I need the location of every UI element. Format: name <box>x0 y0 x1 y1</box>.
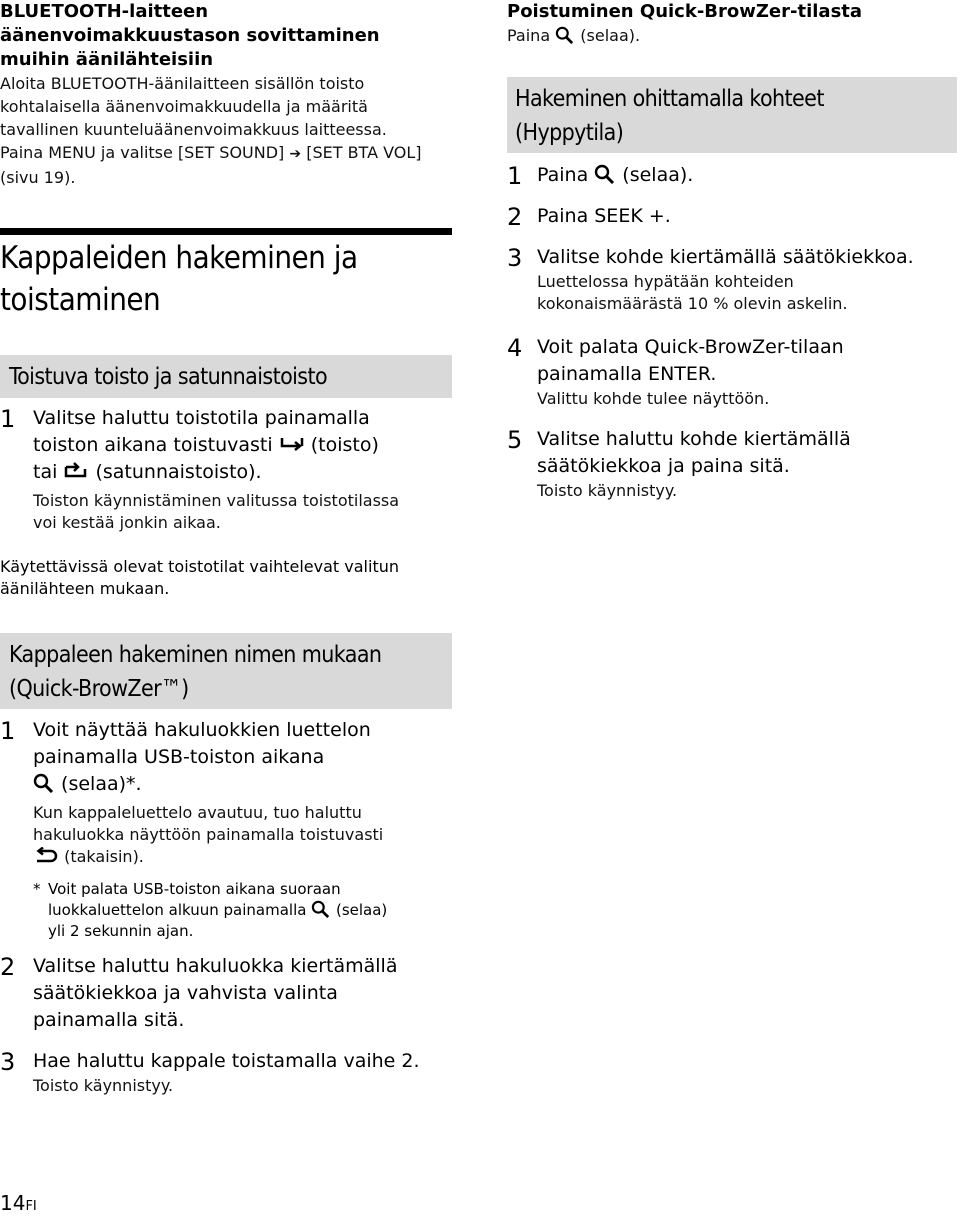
page-number-suffix: FI <box>25 1199 37 1214</box>
step-line: Paina SEEK +. <box>537 205 671 227</box>
step-text: (selaa)*. <box>55 773 142 795</box>
name-step-1 <box>0 717 455 868</box>
bluetooth-instruction-text: Paina MENU ja valitse [SET SOUND] <box>0 143 290 162</box>
footnote-line: yli 2 sekunnin ajan. <box>48 922 194 940</box>
repeat-step-1 <box>0 405 455 534</box>
heading-rule <box>0 228 452 235</box>
bluetooth-instruction-text: [SET BTA VOL] <box>301 143 422 162</box>
step-text: (takaisin). <box>59 847 144 866</box>
skip-section-title <box>507 77 957 153</box>
bluetooth-heading-line: BLUETOOTH-laitteen <box>0 1 209 22</box>
step-number: 1 <box>0 717 15 745</box>
repeat-note-line: Käytettävissä olevat toistotilat vaihtelevat valitun <box>0 557 399 576</box>
bluetooth-body-line: kohtalaisella äänenvoimakkuudella ja määritä <box>0 97 368 116</box>
step-line: Voit palata Quick-BrowZer-tilaan <box>537 336 844 358</box>
step-content <box>0 1048 455 1097</box>
step-sub: Kun kappaleluettelo avautuu, tuo haluttu <box>33 803 362 822</box>
bluetooth-heading-line: muihin äänilähteisiin <box>0 49 214 70</box>
step-sub <box>33 846 455 868</box>
step-line: Valitse haluttu hakuluokka kiertämällä <box>33 955 398 977</box>
step-sub: Toisto käynnistyy. <box>537 481 678 500</box>
step-number: 4 <box>507 334 522 362</box>
repeat-section-title <box>0 355 452 398</box>
exit-text: Paina <box>507 26 556 45</box>
main-heading-line: Kappaleiden hakeminen ja <box>0 240 358 276</box>
footnote-line <box>48 900 453 921</box>
back-icon <box>33 847 59 865</box>
bluetooth-body-line: tavallinen kuunteluäänenvoimakkuus laitteessa. <box>0 120 387 139</box>
exit-section <box>507 0 957 47</box>
name-section-title-line: (Quick-BrowZer™) <box>9 676 189 702</box>
name-step-2 <box>0 953 455 1034</box>
footnote <box>33 879 453 942</box>
footnote-text: luokkaluettelon alkuun painamalla <box>48 901 312 919</box>
step-text: toiston aikana toistuvasti <box>33 434 279 456</box>
exit-text: (selaa). <box>575 26 641 45</box>
step-text: (satunnaistoisto). <box>89 461 262 483</box>
step-content <box>507 334 957 410</box>
page-number-value: 14 <box>0 1191 26 1215</box>
step-sub: Valittu kohde tulee näyttöön. <box>537 389 770 408</box>
step-line: Valitse haluttu kohde kiertämällä <box>537 428 851 450</box>
step-number: 3 <box>507 244 522 272</box>
footnote-mark: * <box>33 880 41 898</box>
main-heading <box>0 237 455 321</box>
page-number <box>0 1192 37 1216</box>
footnote-line: Voit palata USB-toiston aikana suoraan <box>48 880 341 898</box>
bluetooth-body-line <box>0 141 455 166</box>
name-section-title <box>0 633 452 709</box>
step-sub: Luettelossa hypätään kohteiden <box>537 272 794 291</box>
step-content <box>507 162 957 189</box>
repeat-note <box>0 556 455 600</box>
step-line: painamalla USB-toiston aikana <box>33 746 325 768</box>
step-sub: Toiston käynnistäminen valitussa toistotilassa <box>33 491 400 510</box>
step-content <box>507 244 960 315</box>
bluetooth-heading-line: äänenvoimakkuustason sovittaminen <box>0 25 380 46</box>
bluetooth-body-line: (sivu 19). <box>0 168 76 187</box>
skip-section-title-line: (Hyppytila) <box>515 120 624 146</box>
step-line: Valitse haluttu toistotila painamalla <box>33 407 370 429</box>
shuffle-icon <box>63 461 89 481</box>
main-heading-line: toistaminen <box>0 282 161 318</box>
step-number: 3 <box>0 1048 15 1076</box>
step-line <box>33 771 455 798</box>
exit-heading: Poistuminen Quick-BrowZer-tilasta <box>507 1 863 22</box>
step-sub: voi kestää jonkin aikaa. <box>33 513 221 532</box>
skip-step-5 <box>507 426 957 502</box>
step-text: (selaa). <box>616 164 694 186</box>
step-line <box>33 432 455 459</box>
name-step-3 <box>0 1048 455 1097</box>
step-content <box>507 426 957 502</box>
search-icon <box>555 26 575 44</box>
step-sub: Toisto käynnistyy. <box>33 1076 174 1095</box>
step-line: Hae haluttu kappale toistamalla vaihe 2. <box>33 1050 420 1072</box>
step-line <box>537 162 957 189</box>
footnote-text: (selaa) <box>331 901 388 919</box>
bluetooth-body-line: Aloita BLUETOOTH-äänilaitteen sisällön toisto <box>0 74 365 93</box>
repeat-section-title-text: Toistuva toisto ja satunnaistoisto <box>9 364 328 390</box>
step-line: säätökiekkoa ja paina sitä. <box>537 455 790 477</box>
step-line: säätökiekkoa ja vahvista valinta <box>33 982 338 1004</box>
exit-body <box>507 24 957 47</box>
bluetooth-body <box>0 72 455 189</box>
step-content <box>507 203 957 230</box>
step-content <box>0 405 455 534</box>
bluetooth-heading <box>0 0 455 72</box>
skip-section-title-line: Hakeminen ohittamalla kohteet <box>515 86 824 112</box>
step-line <box>33 459 455 486</box>
step-line: Voit näyttää hakuluokkien luettelon <box>33 719 371 741</box>
name-section-title-line: Kappaleen hakeminen nimen mukaan <box>9 642 382 668</box>
step-text: (toisto) <box>304 434 379 456</box>
skip-step-2 <box>507 203 957 230</box>
search-icon <box>594 164 616 184</box>
bluetooth-section <box>0 0 455 189</box>
step-line: painamalla sitä. <box>33 1009 185 1031</box>
step-sub: kokonaismäärästä 10 % olevin askelin. <box>537 294 848 313</box>
step-content <box>0 717 455 868</box>
skip-step-4 <box>507 334 957 410</box>
step-sub: hakuluokka näyttöön painamalla toistuvasti <box>33 825 384 844</box>
skip-step-1 <box>507 162 957 189</box>
step-line: painamalla ENTER. <box>537 363 717 385</box>
search-icon <box>311 900 331 918</box>
step-number: 1 <box>507 162 522 190</box>
step-number: 5 <box>507 426 522 454</box>
step-number: 1 <box>0 405 15 433</box>
footnote-content <box>33 879 453 942</box>
step-line: Valitse kohde kiertämällä säätökiekkoa. <box>537 246 914 268</box>
step-number: 2 <box>0 953 15 981</box>
right-arrow-icon: ➔ <box>289 146 302 162</box>
skip-step-3 <box>507 244 960 315</box>
step-text: Paina <box>537 164 595 186</box>
repeat-note-line: äänilähteen mukaan. <box>0 579 170 598</box>
step-content <box>0 953 455 1034</box>
search-icon <box>33 773 55 793</box>
step-number: 2 <box>507 203 522 231</box>
step-text: tai <box>33 461 64 483</box>
repeat-icon <box>279 434 305 454</box>
